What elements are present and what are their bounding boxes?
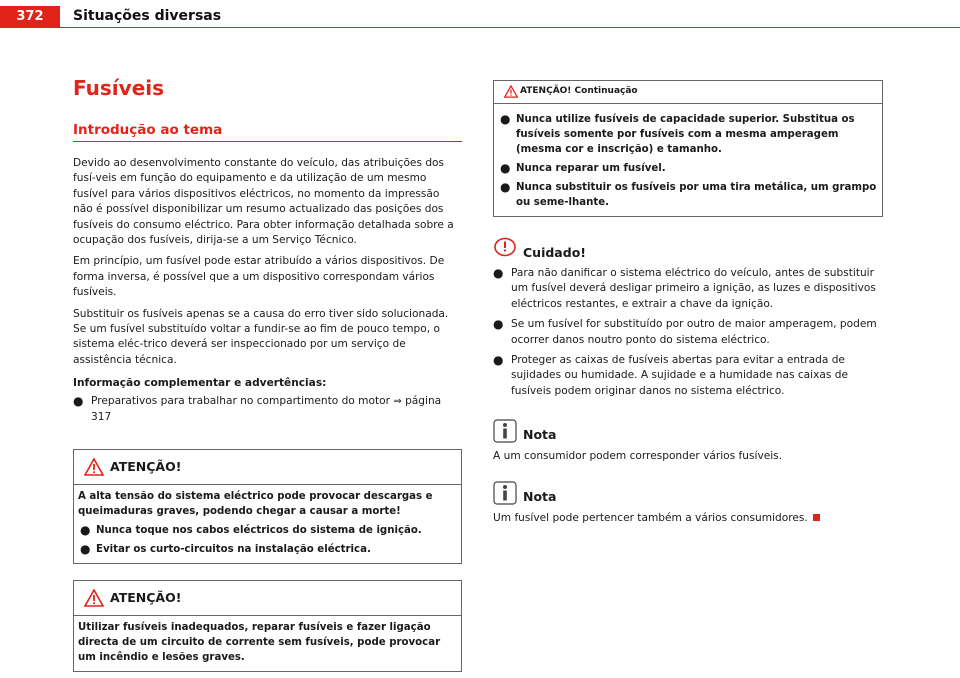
page-title: Fusíveis — [73, 76, 165, 100]
warning-bullet-text: Evitar os curto-circuitos na instalação eléctrica. — [96, 544, 371, 556]
caution-header — [493, 237, 883, 261]
caution-bullet — [493, 317, 883, 348]
subtitle-rule — [73, 122, 462, 142]
warning-bullet — [78, 523, 457, 538]
warning-body — [74, 616, 461, 671]
warning-header — [494, 81, 882, 104]
caution-icon — [493, 237, 517, 259]
page-number: 372 — [0, 6, 60, 28]
info-heading: Informação complementar e advertências: — [73, 377, 327, 390]
section-subtitle: Introdução ao tema — [73, 122, 223, 138]
warning-triangle-icon — [84, 458, 104, 476]
warning-triangle-icon — [84, 589, 104, 607]
bullet-icon: ● — [500, 161, 511, 175]
left-column — [73, 70, 462, 672]
note-header-1 — [493, 419, 883, 443]
warning-continuation-box — [493, 80, 883, 217]
warning-title: ATENÇÃO! — [110, 459, 182, 475]
page-header — [0, 0, 960, 30]
warning-bullet — [498, 112, 878, 157]
bullet-icon: ● — [73, 394, 84, 409]
warning-body — [494, 104, 882, 216]
warning-bullet-text: Nunca substituir os fusíveis por uma tira metálica, um grampo ou seme-lhante. — [516, 182, 877, 208]
paragraph-2: Em princípio, um fusível pode estar atribuído a vários dispositivos. De forma inversa, é possível que a um dispositivo correspondam vários fusíveis. — [73, 255, 445, 299]
warning-title: ATENÇÃO! — [110, 590, 182, 606]
paragraph-3: Substituir os fusíveis apenas se a causa do erro tiver sido solucionada. Se um fusível substituído voltar a fundir-se ao fim de pouco tempo, o sistema eléc-trico deverá ser inspeccionado por um serviço de assistência técnica. — [73, 307, 449, 366]
page-reference-link[interactable]: página 317 — [91, 395, 442, 423]
right-column — [493, 80, 883, 526]
caution-bullet-text: Para não danificar o sistema eléctrico do veículo, antes de substituir um fusível deverá desligar primeiro a ignição, as luzes e dispositivos eléctricos restantes, e extrair a chave da ignição. — [511, 267, 876, 310]
info-bullet-text: Preparativos para trabalhar no compartimento do motor — [91, 395, 390, 408]
warning-triangle-icon — [504, 85, 518, 98]
info-icon — [493, 481, 517, 505]
section-title: Situações diversas — [73, 8, 222, 24]
bullet-icon: ● — [493, 317, 504, 332]
warning-box-1 — [73, 449, 462, 564]
paragraph-1: Devido ao desenvolvimento constante do veículo, das atribuições dos fusí-veis em função do equipamento e da utilização de um mesmo fusível para vários dispositivos eléctricos, no momento da impressão não é possível disponibilizar um resumo actualizado das posições dos fusíveis do consumo eléctrico. Para obter informação detalhada sobre a ocupação dos fusíveis, dirija-se a um Serviço Técnico. — [73, 157, 454, 247]
caution-title: Cuidado! — [523, 245, 586, 260]
caution-bullet — [493, 353, 883, 399]
caution-bullet-text: Se um fusível for substituído por outro de maior amperagem, podem ocorrer danos noutro ponto do sistema eléctrico. — [511, 318, 877, 346]
warning-bullet — [78, 542, 457, 557]
bullet-icon: ● — [500, 180, 511, 194]
warning-header — [74, 450, 461, 485]
caution-bullet-text: Proteger as caixas de fusíveis abertas para evitar a entrada de sujidades ou humidade. A sujidade e a humidade nas caixas de fusíveis podem originar danos no sistema eléctrico. — [511, 354, 848, 397]
note-header-2 — [493, 481, 883, 505]
warning-header — [74, 581, 461, 616]
bullet-icon: ● — [80, 523, 91, 538]
warning-text: Utilizar fusíveis inadequados, reparar fusíveis e fazer ligação directa de um circuito de corrente sem fusíveis, pode provocar um incêndio e lesões graves. — [78, 622, 441, 664]
warning-intro: A alta tensão do sistema eléctrico pode provocar descargas e queimaduras graves, podendo chegar a causar a morte! — [78, 491, 433, 518]
warning-title: ATENÇÃO! Continuação — [520, 86, 638, 96]
note-text: Um fusível pode pertencer também a vários consumidores. — [493, 511, 808, 524]
bullet-icon: ● — [80, 542, 91, 557]
warning-bullet — [498, 161, 878, 176]
arrow-icon: ⇒ — [393, 396, 402, 408]
bullet-icon: ● — [493, 353, 504, 368]
warning-box-2 — [73, 580, 462, 672]
info-bullet — [73, 394, 462, 425]
note-text: A um consumidor podem corresponder vários fusíveis. — [493, 450, 783, 463]
end-marker-icon — [813, 514, 820, 521]
note-title: Nota — [523, 427, 557, 443]
warning-body — [74, 485, 461, 563]
warning-bullet-text: Nunca utilize fusíveis de capacidade superior. Substitua os fusíveis somente por fusíveis com a mesma amperagem (mesma cor e inscrição) e tamanho. — [516, 114, 855, 155]
note-text-end — [493, 511, 883, 526]
caution-bullet — [493, 266, 883, 312]
warning-bullet-text: Nunca reparar um fusível. — [516, 163, 666, 174]
bullet-icon: ● — [493, 266, 504, 280]
warning-bullet-text: Nunca toque nos cabos eléctricos do sistema de ignição. — [96, 525, 422, 537]
info-icon — [493, 419, 517, 443]
header-divider — [60, 27, 960, 28]
bullet-icon: ● — [500, 112, 511, 126]
warning-bullet — [498, 180, 878, 210]
note-title: Nota — [523, 488, 557, 504]
